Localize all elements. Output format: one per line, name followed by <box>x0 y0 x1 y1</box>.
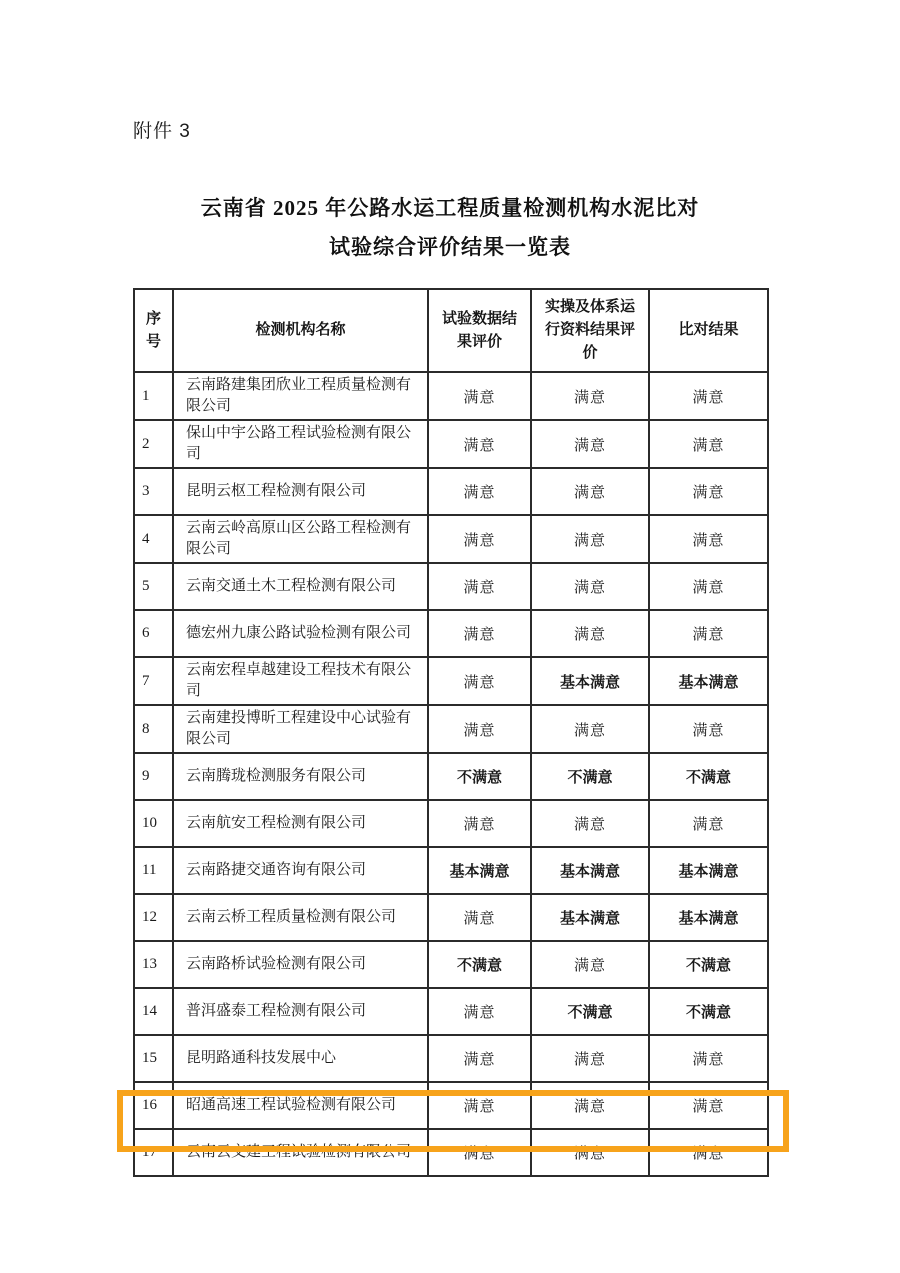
test-data-result: 满意 <box>428 420 531 468</box>
table-row <box>134 894 768 941</box>
comparison-result: 满意 <box>649 800 768 847</box>
table-row <box>134 847 768 894</box>
row-number: 12 <box>134 894 173 941</box>
row-number: 7 <box>134 657 173 705</box>
comparison-result: 满意 <box>649 468 768 515</box>
test-data-result: 不满意 <box>428 753 531 800</box>
institution-name: 云南腾珑检测服务有限公司 <box>173 753 428 800</box>
comparison-result: 不满意 <box>649 988 768 1035</box>
comparison-result: 满意 <box>649 420 768 468</box>
operation-system-result: 不满意 <box>531 988 649 1035</box>
institution-name: 云南宏程卓越建设工程技术有限公司 <box>173 657 428 705</box>
operation-system-result: 满意 <box>531 1129 649 1176</box>
header-serial-number: 序号 <box>134 289 173 372</box>
institution-name: 保山中宇公路工程试验检测有限公司 <box>173 420 428 468</box>
operation-system-result: 满意 <box>531 941 649 988</box>
operation-system-result: 满意 <box>531 705 649 753</box>
row-number: 10 <box>134 800 173 847</box>
operation-system-result: 满意 <box>531 563 649 610</box>
row-number: 3 <box>134 468 173 515</box>
table-row <box>134 753 768 800</box>
test-data-result: 满意 <box>428 705 531 753</box>
comparison-result: 满意 <box>649 705 768 753</box>
table-row <box>134 1082 768 1129</box>
comparison-result: 满意 <box>649 1082 768 1129</box>
operation-system-result: 满意 <box>531 1082 649 1129</box>
institution-name: 云南路捷交通咨询有限公司 <box>173 847 428 894</box>
test-data-result: 满意 <box>428 372 531 420</box>
operation-system-result: 基本满意 <box>531 894 649 941</box>
institution-name: 昆明云枢工程检测有限公司 <box>173 468 428 515</box>
operation-system-result: 基本满意 <box>531 657 649 705</box>
operation-system-result: 满意 <box>531 610 649 657</box>
comparison-result: 基本满意 <box>649 657 768 705</box>
operation-system-result: 满意 <box>531 515 649 563</box>
institution-name: 云南云岭高原山区公路工程检测有限公司 <box>173 515 428 563</box>
institution-name: 云南建投博昕工程建设中心试验有限公司 <box>173 705 428 753</box>
institution-name: 云南航安工程检测有限公司 <box>173 800 428 847</box>
operation-system-result: 满意 <box>531 1035 649 1082</box>
row-number: 17 <box>134 1129 173 1176</box>
comparison-result: 基本满意 <box>649 894 768 941</box>
row-number: 1 <box>134 372 173 420</box>
test-data-result: 满意 <box>428 468 531 515</box>
table-body <box>134 372 768 1176</box>
test-data-result: 满意 <box>428 800 531 847</box>
test-data-result: 基本满意 <box>428 847 531 894</box>
comparison-result: 不满意 <box>649 753 768 800</box>
test-data-result: 不满意 <box>428 941 531 988</box>
institution-name: 普洱盛泰工程检测有限公司 <box>173 988 428 1035</box>
test-data-result: 满意 <box>428 894 531 941</box>
test-data-result: 满意 <box>428 657 531 705</box>
table-row <box>134 1129 768 1176</box>
table-row <box>134 563 768 610</box>
operation-system-result: 满意 <box>531 372 649 420</box>
test-data-result: 满意 <box>428 515 531 563</box>
row-number: 11 <box>134 847 173 894</box>
test-data-result: 满意 <box>428 988 531 1035</box>
table-header <box>134 289 768 372</box>
row-number: 13 <box>134 941 173 988</box>
table-row <box>134 610 768 657</box>
operation-system-result: 基本满意 <box>531 847 649 894</box>
test-data-result: 满意 <box>428 563 531 610</box>
row-number: 2 <box>134 420 173 468</box>
comparison-result: 满意 <box>649 1129 768 1176</box>
institution-name: 云南路桥试验检测有限公司 <box>173 941 428 988</box>
institution-name: 昭通高速工程试验检测有限公司 <box>173 1082 428 1129</box>
operation-system-result: 满意 <box>531 420 649 468</box>
title-line-1: 云南省 2025 年公路水运工程质量检测机构水泥比对 <box>200 196 700 220</box>
header-institution-name: 检测机构名称 <box>173 289 428 372</box>
institution-name: 德宏州九康公路试验检测有限公司 <box>173 610 428 657</box>
comparison-result: 基本满意 <box>649 847 768 894</box>
row-number: 15 <box>134 1035 173 1082</box>
table-row <box>134 420 768 468</box>
test-data-result: 满意 <box>428 1082 531 1129</box>
row-number: 6 <box>134 610 173 657</box>
header-operation-system-result: 实操及体系运行资料结果评价 <box>531 289 649 372</box>
title-line-2: 试验综合评价结果一览表 <box>329 235 571 259</box>
document-title <box>133 189 767 267</box>
institution-name: 云南云交建工程试验检测有限公司 <box>173 1129 428 1176</box>
row-number: 5 <box>134 563 173 610</box>
row-number: 9 <box>134 753 173 800</box>
comparison-result: 满意 <box>649 515 768 563</box>
comparison-result: 不满意 <box>649 941 768 988</box>
test-data-result: 满意 <box>428 1129 531 1176</box>
attachment-label: 附件 3 <box>133 121 191 142</box>
comparison-result: 满意 <box>649 372 768 420</box>
table-row <box>134 800 768 847</box>
row-number: 14 <box>134 988 173 1035</box>
operation-system-result: 满意 <box>531 468 649 515</box>
institution-name: 云南交通土木工程检测有限公司 <box>173 563 428 610</box>
institution-name: 昆明路通科技发展中心 <box>173 1035 428 1082</box>
institution-name: 云南路建集团欣业工程质量检测有限公司 <box>173 372 428 420</box>
table-row <box>134 657 768 705</box>
test-data-result: 满意 <box>428 610 531 657</box>
table-row <box>134 372 768 420</box>
table-row <box>134 705 768 753</box>
comparison-result: 满意 <box>649 1035 768 1082</box>
table-header-row <box>134 289 768 372</box>
table-row <box>134 468 768 515</box>
comparison-result: 满意 <box>649 563 768 610</box>
row-number: 8 <box>134 705 173 753</box>
operation-system-result: 满意 <box>531 800 649 847</box>
comparison-result: 满意 <box>649 610 768 657</box>
header-test-data-result: 试验数据结果评价 <box>428 289 531 372</box>
header-comparison-result: 比对结果 <box>649 289 768 372</box>
evaluation-table <box>133 288 769 1177</box>
row-number: 16 <box>134 1082 173 1129</box>
test-data-result: 满意 <box>428 1035 531 1082</box>
institution-name: 云南云桥工程质量检测有限公司 <box>173 894 428 941</box>
table-row <box>134 515 768 563</box>
table-row <box>134 1035 768 1082</box>
table-row <box>134 988 768 1035</box>
operation-system-result: 不满意 <box>531 753 649 800</box>
row-number: 4 <box>134 515 173 563</box>
table-row <box>134 941 768 988</box>
